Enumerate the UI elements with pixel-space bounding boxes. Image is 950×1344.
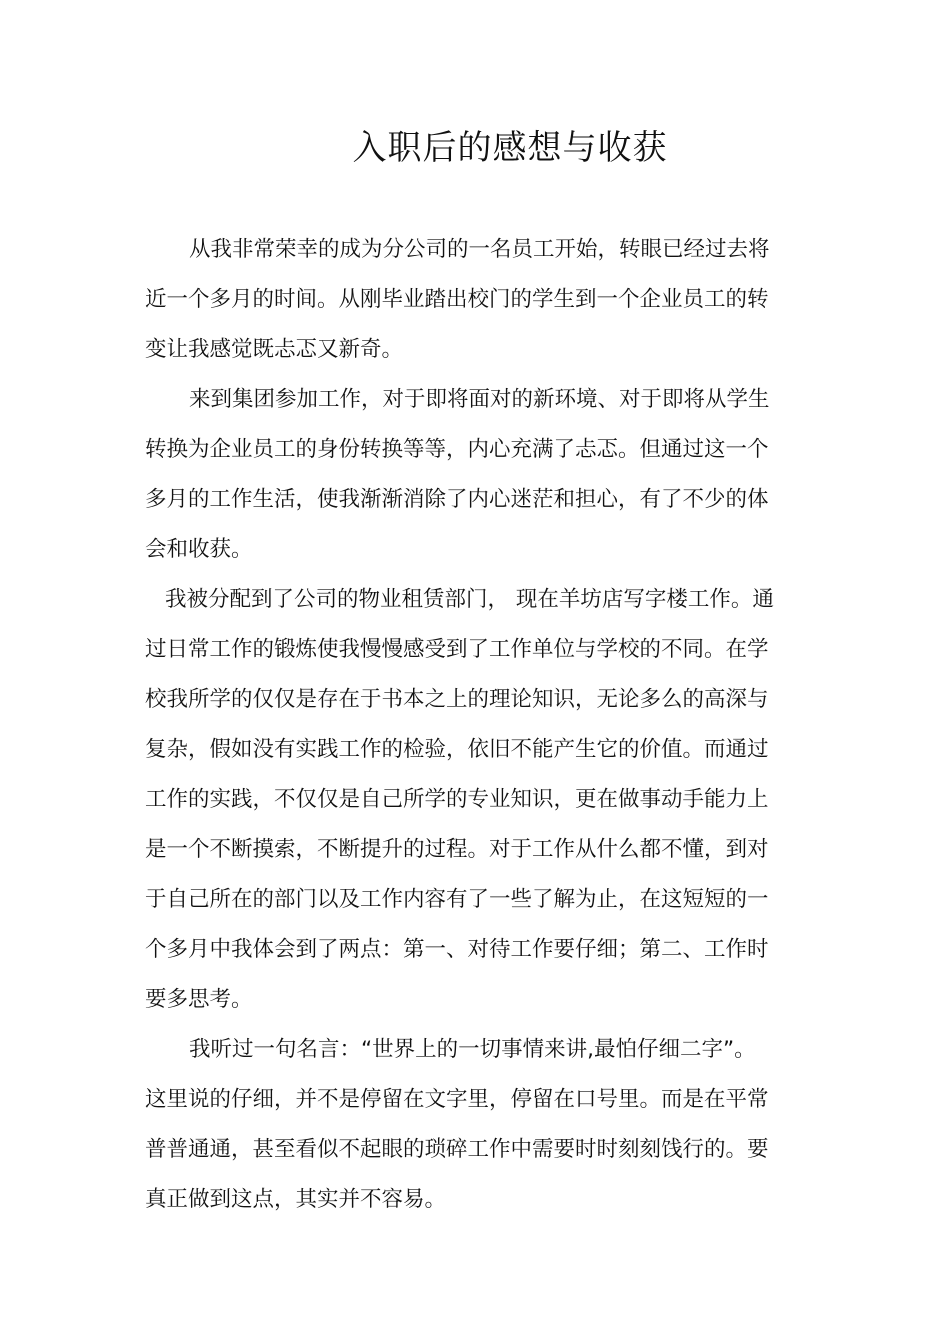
- document-title: 入职后的感想与收获: [352, 128, 668, 168]
- paragraph-line: 是一个不断摸索，不断提升的过程。对于工作从什么都不懂，到对: [145, 837, 769, 862]
- paragraph-line: 过日常工作的锻炼使我慢慢感受到了工作单位与学校的不同。在学: [145, 637, 769, 662]
- paragraph-line: 来到集团参加工作，对于即将面对的新环境、对于即将从学生: [189, 387, 770, 412]
- paragraph-line: 会和收获。: [145, 537, 253, 562]
- paragraph-line: 我听过一句名言：“世界上的一切事情来讲,最怕仔细二字”。: [189, 1037, 756, 1062]
- document-body: [145, 225, 795, 1225]
- paragraph-line: 复杂，假如没有实践工作的检验，依旧不能产生它的价值。而通过: [145, 737, 769, 762]
- paragraph-line: 校我所学的仅仅是存在于书本之上的理论知识，无论多么的高深与: [145, 687, 769, 712]
- paragraph-line: 转换为企业员工的身份转换等等，内心充满了忐忑。但通过这一个: [145, 437, 769, 462]
- paragraph-line: 近一个多月的时间。从刚毕业踏出校门的学生到一个企业员工的转: [145, 287, 769, 312]
- paragraph-line: 工作的实践，不仅仅是自己所学的专业知识，更在做事动手能力上: [145, 787, 769, 812]
- paragraph-line: 个多月中我体会到了两点：第一、对待工作要仔细；第二、工作时: [145, 937, 769, 962]
- paragraph-1: [145, 225, 795, 375]
- paragraph-line: 普普通通，甚至看似不起眼的琐碎工作中需要时时刻刻饯行的。要: [145, 1137, 769, 1162]
- paragraph-line: 我被分配到了公司的物业租赁部门， 现在羊坊店写字楼工作。通: [165, 587, 774, 612]
- paragraph-3: [145, 575, 795, 1025]
- paragraph-4: [145, 1025, 795, 1225]
- paragraph-line: 多月的工作生活，使我渐渐消除了内心迷茫和担心，有了不少的体: [145, 487, 769, 512]
- paragraph-line: 变让我感觉既忐忑又新奇。: [145, 337, 404, 362]
- paragraph-line: 要多思考。: [145, 987, 253, 1012]
- paragraph-line: 这里说的仔细，并不是停留在文字里，停留在口号里。而是在平常: [145, 1087, 769, 1112]
- paragraph-line: 从我非常荣幸的成为分公司的一名员工开始，转眼已经过去将: [189, 237, 770, 262]
- paragraph-line: 真正做到这点，其实并不容易。: [145, 1187, 447, 1212]
- paragraph-2: [145, 375, 795, 575]
- paragraph-line: 于自己所在的部门以及工作内容有了一些了解为止，在这短短的一: [145, 887, 769, 912]
